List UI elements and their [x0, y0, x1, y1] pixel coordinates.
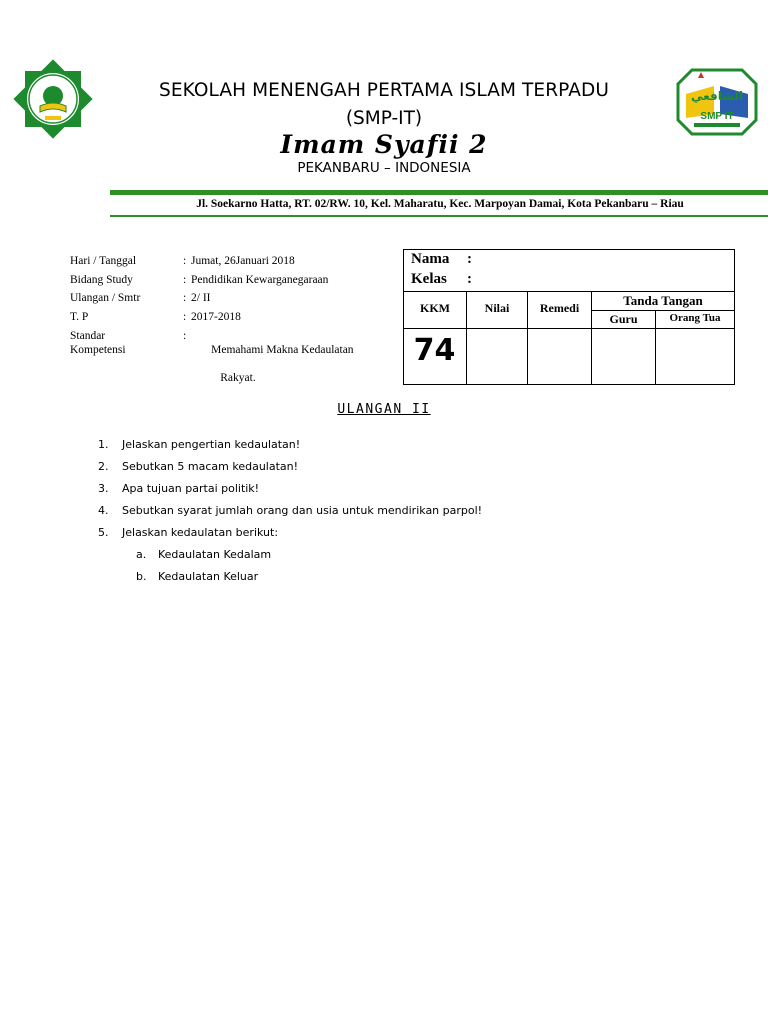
info-label: Hari / Tanggal — [70, 255, 137, 267]
question-text: Jelaskan pengertian kedaulatan! — [122, 438, 301, 451]
info-colon: : — [183, 273, 187, 286]
question-text: Sebutkan syarat jumlah orang dan usia untuk mendirikan parpol! — [122, 504, 483, 517]
school-name: Imam Syafii 2 — [280, 130, 488, 159]
kkm-header: KKM — [420, 301, 450, 315]
question-number: 3. — [98, 482, 109, 495]
question-text: Sebutkan 5 macam kedaulatan! — [122, 460, 299, 473]
info-value — [191, 329, 381, 399]
info-colon: : — [183, 330, 187, 342]
question-text: Apa tujuan partai politik! — [122, 482, 260, 495]
grid-line — [404, 291, 734, 292]
question-item — [98, 460, 482, 482]
name-colon: : — [467, 251, 472, 267]
sub-question-text: Kedaulatan Keluar — [158, 570, 259, 583]
remedi-header: Remedi — [539, 301, 580, 315]
info-value: 2017-2018 — [191, 310, 241, 323]
parent-signature-header: Orang Tua — [669, 312, 721, 324]
sub-question-letter: a. — [136, 548, 147, 561]
info-value-line-1: Memahami Makna Kedaulatan — [208, 344, 354, 356]
info-value-line-2: Rakyat. — [220, 372, 256, 384]
info-label: T. P — [70, 310, 89, 323]
grid-line — [404, 328, 734, 329]
question-text: Jelaskan kedaulatan berikut: — [122, 526, 279, 539]
question-item — [98, 482, 482, 504]
kkm-value: 74 — [413, 333, 456, 368]
question-number: 1. — [98, 438, 109, 451]
exam-title: ULANGAN II — [337, 402, 431, 417]
info-value: Jumat, 26Januari 2018 — [191, 255, 295, 267]
header-rule-thin — [110, 215, 768, 217]
info-colon: : — [183, 292, 187, 304]
grid-line — [591, 310, 734, 311]
info-row-competency — [70, 329, 381, 399]
school-address: Jl. Soekarno Hatta, RT. 02/RW. 10, Kel. Maharatu, Kec. Marpoyan Damai, Kota Pekanbaru – Riau — [196, 198, 684, 210]
sub-question-text: Kedaulatan Kedalam — [158, 548, 272, 561]
question-item — [98, 504, 482, 526]
question-list — [98, 438, 482, 592]
class-colon: : — [467, 271, 472, 287]
school-city: PEKANBARU – INDONESIA — [297, 160, 471, 176]
sub-question-item — [136, 570, 482, 592]
sub-question-item — [136, 548, 482, 570]
question-item — [98, 526, 482, 548]
info-value: 2/ II — [191, 292, 211, 304]
svg-text:SMP IT: SMP IT — [700, 111, 734, 122]
school-full-name: SEKOLAH MENENGAH PERTAMA ISLAM TERPADU — [159, 80, 609, 101]
info-row-subject — [70, 271, 381, 290]
teacher-signature-header: Guru — [609, 312, 638, 326]
student-class-field — [411, 271, 472, 288]
info-row-date — [70, 252, 381, 271]
name-label: Nama — [411, 251, 450, 267]
class-label: Kelas — [411, 271, 447, 287]
svg-text:الشافعي: الشافعي — [690, 89, 744, 103]
school-abbreviation: (SMP-IT) — [345, 108, 423, 129]
question-number: 4. — [98, 504, 109, 517]
info-label: Bidang Study — [70, 273, 133, 286]
info-value: Pendidikan Kewarganegaraan — [191, 273, 329, 286]
info-row-academic-year — [70, 308, 381, 327]
info-label-line-2: Kompetensi — [70, 344, 126, 356]
info-colon: : — [183, 310, 187, 323]
question-number: 2. — [98, 460, 109, 473]
sub-question-letter: b. — [136, 570, 147, 583]
signature-header: Tanda Tangan — [623, 293, 703, 308]
question-number: 5. — [98, 526, 109, 539]
exam-info — [70, 252, 381, 399]
question-item — [98, 438, 482, 460]
info-label: Ulangan / Smtr — [70, 292, 141, 304]
info-label-line-1: Standar — [70, 330, 106, 342]
nilai-header: Nilai — [484, 301, 510, 315]
student-name-field — [411, 251, 472, 268]
header-rule-thick — [110, 190, 768, 195]
info-row-test-semester — [70, 289, 381, 308]
info-label — [70, 329, 183, 399]
info-colon: : — [183, 255, 187, 267]
